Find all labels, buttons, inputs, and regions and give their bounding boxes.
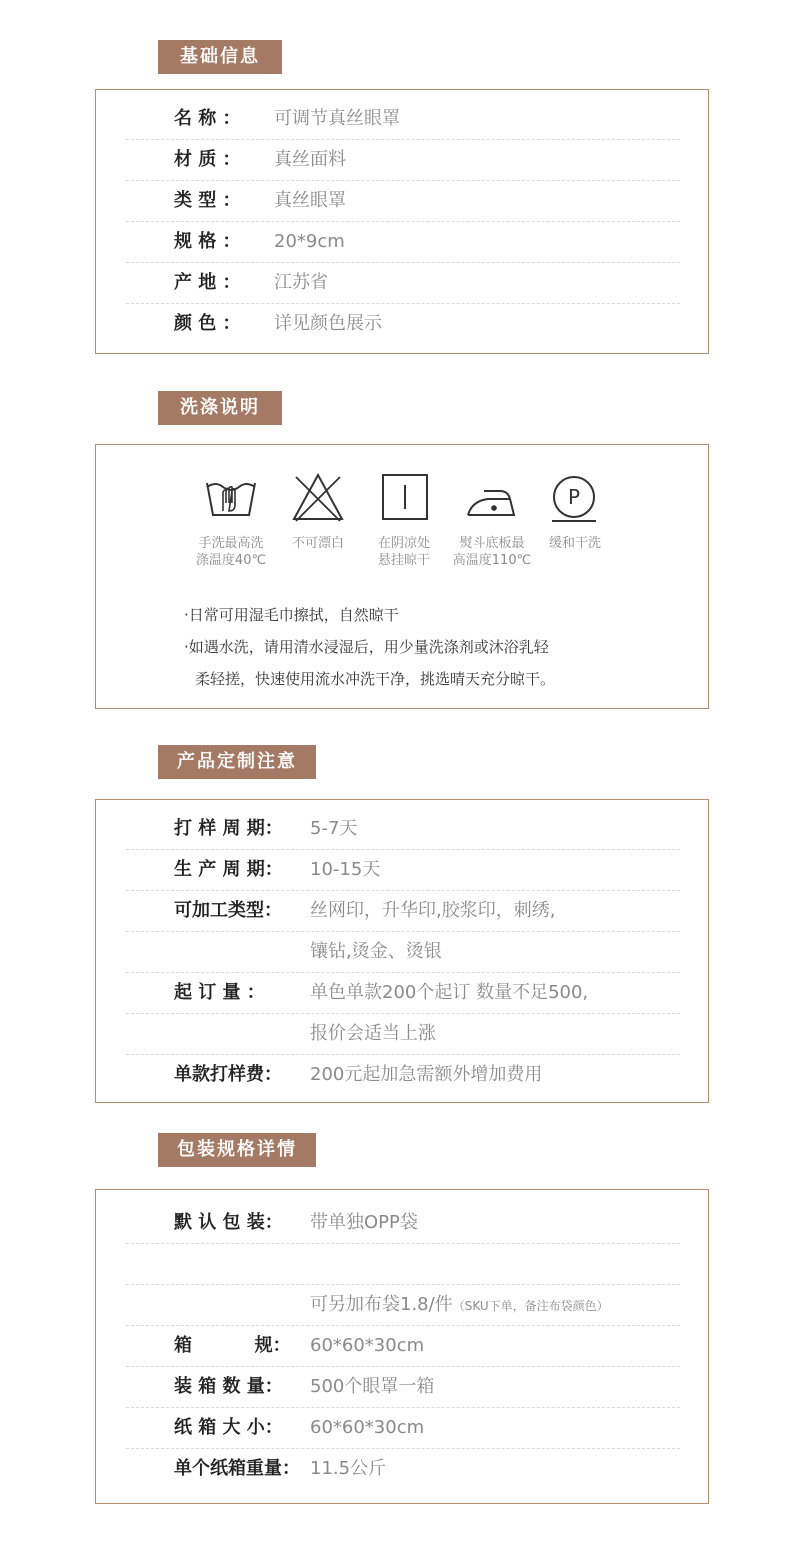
basic-value: 20*9cm [274,231,345,252]
section-tag-package: 包装规格详情 [158,1133,316,1167]
custom-value: 单色单款200个起订 数量不足500, [310,982,589,1003]
basic-row [126,98,680,140]
wash-caption-line: 在阴凉处 [377,536,430,551]
basic-label: 颜 色 ： [174,313,241,334]
wash-caption-line: 缓和干洗 [548,536,601,551]
basic-value: 可调节真丝眼罩 [274,108,400,129]
basic-row [126,303,680,344]
custom-value: 镶钻,烫金、烫银 [310,941,442,962]
custom-row [126,808,680,850]
package-label: 默 认 包 装： [174,1212,283,1233]
package-value: 带单独OPP袋 [310,1212,418,1233]
wash-caption-line: 高温度110℃ [452,553,532,568]
wash-caption-line: 手洗最高洗 [198,536,264,551]
package-box [95,1189,709,1504]
wash-note: ·日常可用湿毛巾擦拭，自然晾干 [184,606,399,624]
wash-box [95,444,709,709]
package-label: 纸 箱 大 小： [174,1417,283,1438]
custom-label: 起 订 量 ： [174,982,265,1003]
svg-text:P: P [567,485,581,509]
custom-row [126,890,680,932]
wash-note: 柔轻搓，快速使用流水冲洗干净，挑选晴天充分晾干。 [195,670,556,688]
basic-row [126,262,680,304]
package-value: 500个眼罩一箱 [310,1376,435,1397]
basic-value: 真丝眼罩 [274,190,346,211]
section-tag-wash: 洗涤说明 [158,391,282,425]
basic-label: 产 地 ： [174,272,241,293]
basic-value: 详见颜色展示 [274,313,382,334]
custom-value: 丝网印，升华印,胶浆印，刺绣, [310,900,556,921]
package-label: 单个纸箱重量： [174,1458,300,1479]
line-dry-shade-icon [374,471,434,525]
package-row [126,1366,680,1408]
wash-caption [530,535,620,552]
basic-label: 规 格 ： [174,231,241,252]
custom-row [126,931,680,973]
gentle-dry-clean-icon [545,471,605,525]
basic-info-box [95,89,709,354]
wash-caption-line: 熨斗底板最 [459,536,525,551]
custom-value: 10-15天 [310,859,381,880]
package-row [126,1243,680,1285]
custom-label: 打 样 周 期： [174,818,283,839]
wash-caption [273,535,363,552]
wash-caption [186,535,276,569]
package-value-note: （SKU下单，备注布袋颜色） [452,1299,609,1313]
wash-caption-line: 涤温度40℃ [195,553,267,568]
custom-label: 生 产 周 期： [174,859,283,880]
custom-value: 200元起加急需额外增加费用 [310,1064,543,1085]
custom-label: 单款打样费： [174,1064,282,1085]
custom-row [126,1054,680,1095]
custom-row [126,1013,680,1055]
custom-value: 5-7天 [310,818,358,839]
package-value: 11.5公斤 [310,1458,387,1479]
custom-label: 可加工类型： [174,900,282,921]
section-tag-basic: 基础信息 [158,40,282,74]
wash-caption [447,535,537,569]
package-label: 装 箱 数 量： [174,1376,283,1397]
wash-note: ·如遇水洗，请用清水浸湿后，用少量洗涤剂或沐浴乳轻 [184,638,549,656]
package-row [126,1407,680,1449]
basic-label: 名 称 ： [174,108,241,129]
basic-row [126,180,680,222]
custom-box [95,799,709,1103]
basic-row [126,139,680,181]
no-bleach-icon [288,471,348,525]
basic-row [126,221,680,263]
iron-110-icon [462,471,522,525]
custom-row [126,849,680,891]
package-label: 箱 规： [174,1335,291,1356]
package-row [126,1284,680,1326]
basic-value: 真丝面料 [274,149,346,170]
package-value [310,1284,609,1325]
custom-value: 报价会适当上涨 [310,1023,436,1044]
basic-label: 类 型 ： [174,190,241,211]
custom-row [126,972,680,1014]
wash-caption-line: 悬挂晾干 [377,553,430,568]
hand-wash-40-icon [201,471,261,525]
package-value: 60*60*30cm [310,1335,425,1356]
basic-value: 江苏省 [274,272,328,293]
package-value: 60*60*30cm [310,1417,425,1438]
basic-label: 材 质 ： [174,149,241,170]
package-row [126,1448,680,1489]
section-tag-custom: 产品定制注意 [158,745,316,779]
wash-caption-line: 不可漂白 [291,536,344,551]
wash-caption [359,535,449,569]
package-row [126,1202,680,1244]
package-value-text: 可另加布袋1.8/件 [310,1294,453,1315]
package-row [126,1325,680,1367]
